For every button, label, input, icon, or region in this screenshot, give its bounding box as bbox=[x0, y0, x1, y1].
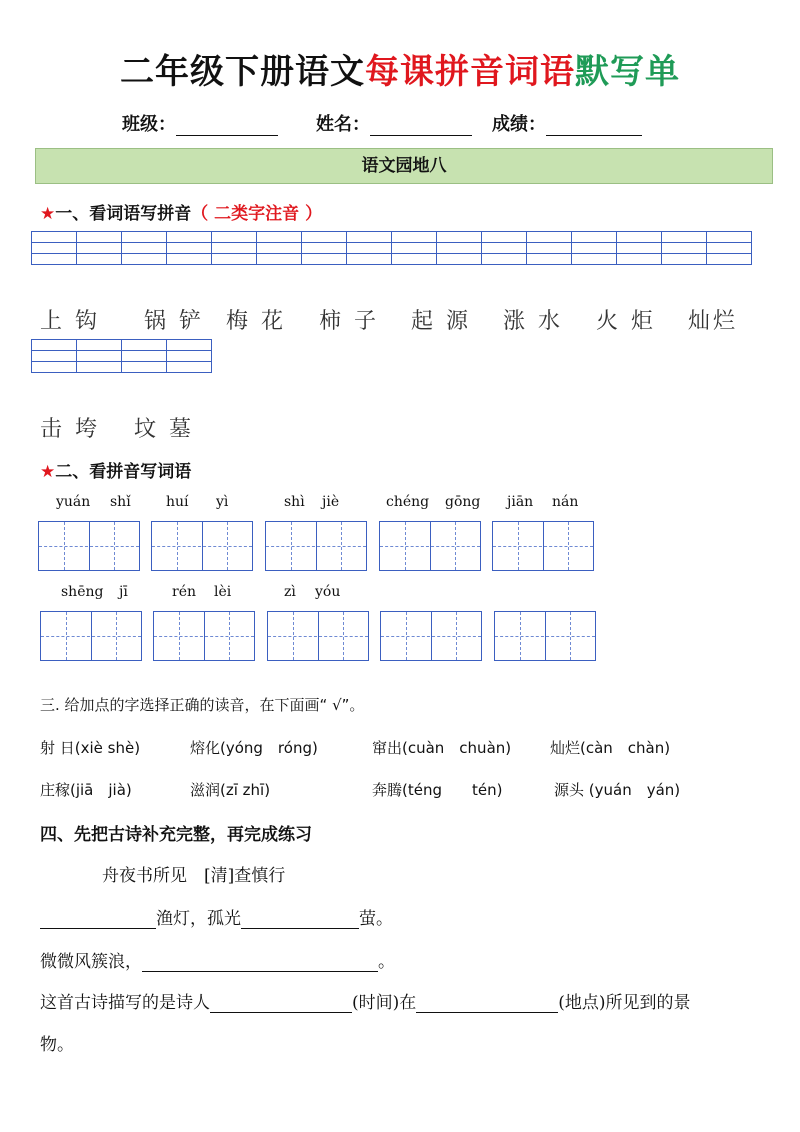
poem-blank[interactable] bbox=[142, 953, 378, 972]
reading-choice[interactable]: 庄稼(jiā jià) bbox=[40, 781, 132, 799]
pinyin-label: yóu bbox=[315, 584, 341, 600]
words-row1 bbox=[40, 304, 800, 334]
poem-blank[interactable] bbox=[241, 910, 359, 929]
writing-box[interactable] bbox=[151, 521, 253, 571]
class-blank[interactable] bbox=[176, 115, 278, 136]
writing-box[interactable] bbox=[38, 521, 140, 571]
section1-heading bbox=[40, 199, 322, 224]
question-line bbox=[40, 988, 691, 1013]
reading-choice[interactable]: 奔腾(téng tén) bbox=[372, 781, 503, 799]
pinyin-label: zì bbox=[284, 584, 296, 600]
writing-box[interactable] bbox=[40, 611, 142, 661]
pinyin-label: gōng bbox=[445, 494, 481, 510]
writing-box[interactable] bbox=[265, 521, 367, 571]
title-part1: 二年级下册语文 bbox=[120, 52, 365, 92]
word-item: 击 垮 bbox=[40, 417, 100, 442]
poem-text: 渔灯，孤光 bbox=[156, 909, 241, 929]
pinyin-label: huí bbox=[166, 494, 189, 510]
class-field[interactable] bbox=[122, 110, 278, 136]
pinyin-grid-row2[interactable] bbox=[31, 339, 212, 373]
word-item: 起 源 bbox=[411, 309, 471, 334]
name-blank[interactable] bbox=[370, 115, 472, 136]
section2-title: 二、看拼音写词语 bbox=[55, 462, 192, 482]
reading-choice[interactable]: 窜出(cuàn chuàn) bbox=[372, 739, 512, 757]
pinyin-label: lèi bbox=[214, 584, 232, 600]
word-item: 灿烂 bbox=[688, 309, 739, 334]
section2-heading bbox=[40, 457, 191, 482]
name-field[interactable] bbox=[316, 110, 472, 136]
time-blank[interactable] bbox=[210, 994, 352, 1013]
reading-choice[interactable]: 源头 (yuán yán) bbox=[554, 781, 681, 799]
pinyin-label: yì bbox=[216, 494, 229, 510]
question-text: (时间)在 bbox=[352, 993, 417, 1013]
reading-choice[interactable]: 灿烂(càn chàn) bbox=[550, 739, 671, 757]
writing-box[interactable] bbox=[492, 521, 594, 571]
word-item: 柿 子 bbox=[319, 309, 379, 334]
name-label: 姓名： bbox=[316, 114, 370, 135]
word-item: 上 钩 bbox=[40, 309, 100, 334]
section1-title: 一、看词语写拼音 bbox=[55, 204, 192, 224]
pinyin-label: shì bbox=[284, 494, 305, 510]
score-label: 成绩： bbox=[492, 114, 546, 135]
writing-box[interactable] bbox=[380, 611, 482, 661]
poem-line2 bbox=[40, 947, 395, 972]
page-title bbox=[0, 44, 800, 93]
pinyin-label: jī bbox=[119, 584, 128, 600]
poem-line1 bbox=[40, 904, 393, 929]
place-blank[interactable] bbox=[416, 994, 558, 1013]
pinyin-label: shǐ bbox=[110, 494, 131, 510]
writing-box[interactable] bbox=[379, 521, 481, 571]
writing-box[interactable] bbox=[267, 611, 369, 661]
section4-heading: 四、先把古诗补充完整，再完成练习 bbox=[40, 825, 312, 845]
class-label: 班级： bbox=[122, 114, 176, 135]
star-icon: ★ bbox=[40, 204, 56, 224]
pinyin-label: yuán bbox=[56, 494, 91, 510]
score-field[interactable] bbox=[492, 110, 642, 136]
poem-text: 微微风簇浪， bbox=[40, 952, 142, 972]
reading-choice[interactable]: 熔化(yóng róng) bbox=[190, 739, 318, 757]
question-text: 这首古诗描写的是诗人 bbox=[40, 993, 210, 1013]
title-part2: 每课拼音词语 bbox=[365, 52, 575, 92]
lesson-banner: 语文园地八 bbox=[35, 148, 773, 184]
section3-heading: 三. 给加点的字选择正确的读音，在下面画“ √”。 bbox=[40, 696, 365, 714]
word-item: 涨 水 bbox=[503, 309, 563, 334]
pinyin-label: shēng bbox=[61, 584, 104, 600]
word-item: 火 炬 bbox=[596, 309, 656, 334]
poem-title: 舟夜书所见 [清]查慎行 bbox=[102, 866, 286, 886]
pinyin-label: chéng bbox=[386, 494, 430, 510]
section1-note: （ 二类字注音 ） bbox=[191, 204, 323, 224]
pinyin-label: jiān bbox=[507, 494, 534, 510]
pinyin-label: nán bbox=[552, 494, 579, 510]
poem-blank[interactable] bbox=[40, 910, 156, 929]
word-item: 锅 铲 bbox=[144, 309, 204, 334]
pinyin-label: jiè bbox=[322, 494, 340, 510]
writing-box[interactable] bbox=[494, 611, 596, 661]
reading-choice[interactable]: 射 日(xiè shè) bbox=[40, 739, 141, 757]
reading-choice[interactable]: 滋润(zī zhī) bbox=[190, 781, 271, 799]
title-part3: 默写单 bbox=[575, 52, 680, 92]
poem-text: 。 bbox=[378, 952, 395, 972]
star-icon: ★ bbox=[40, 462, 56, 482]
question-text: (地点)所见到的景 bbox=[558, 993, 691, 1013]
poem-text: 萤。 bbox=[359, 909, 393, 929]
score-blank[interactable] bbox=[546, 115, 642, 136]
words-row2 bbox=[40, 412, 340, 442]
pinyin-grid-row1[interactable] bbox=[31, 231, 752, 265]
word-item: 梅 花 bbox=[226, 309, 286, 334]
pinyin-label: rén bbox=[172, 584, 196, 600]
question-line-end: 物。 bbox=[40, 1035, 74, 1055]
writing-box[interactable] bbox=[153, 611, 255, 661]
word-item: 坟 墓 bbox=[134, 417, 194, 442]
